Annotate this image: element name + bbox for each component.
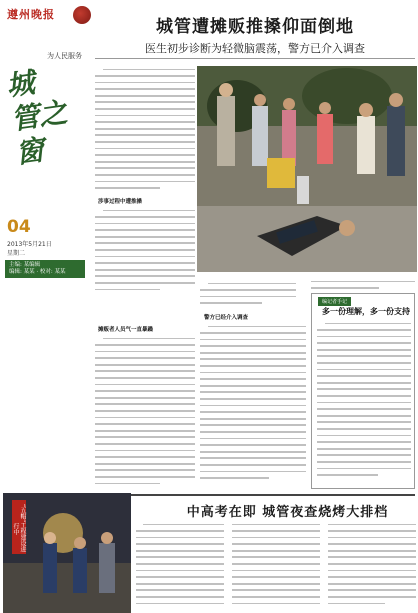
page-number: 04: [7, 217, 31, 237]
right-column-text: [311, 278, 415, 292]
issue-date: 2013年5月21日: [7, 241, 52, 248]
slogan: 为人民服务: [47, 52, 82, 60]
column-sidebar: [3, 34, 87, 284]
bottom-text-col-1: [136, 521, 224, 611]
main-headline: 城管遭摊贩推搡仰面倒地: [156, 17, 354, 37]
bottom-text-col-3: [328, 521, 416, 611]
bottom-article-text: [136, 521, 416, 611]
bottom-headline: 中高考在即 城管夜查烧烤大排档: [186, 505, 389, 520]
editor-note-box: [311, 293, 415, 489]
left-column-text-2: [95, 335, 195, 491]
editor-credits: 主编: 某编辑 编辑: 某某 · 校对: 某某: [5, 260, 85, 278]
mid-column-text-2: [200, 323, 306, 489]
mid-column-text: [200, 280, 296, 310]
newspaper-brand: 遵州晚报: [7, 8, 55, 21]
bottom-text-col-2: [232, 521, 320, 611]
column-title: 城 管之窗: [4, 65, 70, 170]
news-photo: [197, 66, 417, 272]
section-heading-left-2: 摊贩者人员气一直暴躁: [98, 327, 154, 333]
brand-logo-icon: [73, 6, 91, 24]
project-banner: “五帽”工程建设进行中: [12, 500, 26, 554]
masthead: [3, 2, 97, 28]
note-title: 多一份理解，多一份支持: [322, 306, 410, 316]
note-tag: 编记者手记: [318, 297, 351, 306]
left-column-text: [95, 207, 195, 297]
issue-weekday: 星期二: [7, 250, 26, 257]
divider: [95, 58, 415, 59]
section-heading-mid: 警方已经介入调查: [204, 315, 249, 321]
bottom-divider: [95, 494, 415, 496]
note-body: [317, 320, 411, 484]
lede-paragraph: [95, 66, 195, 194]
section-heading-left: 涉事过程中遭推搡: [98, 199, 143, 205]
sub-headline: 医生初步诊断为轻微脑震荡，警方已介入调查: [145, 42, 365, 55]
